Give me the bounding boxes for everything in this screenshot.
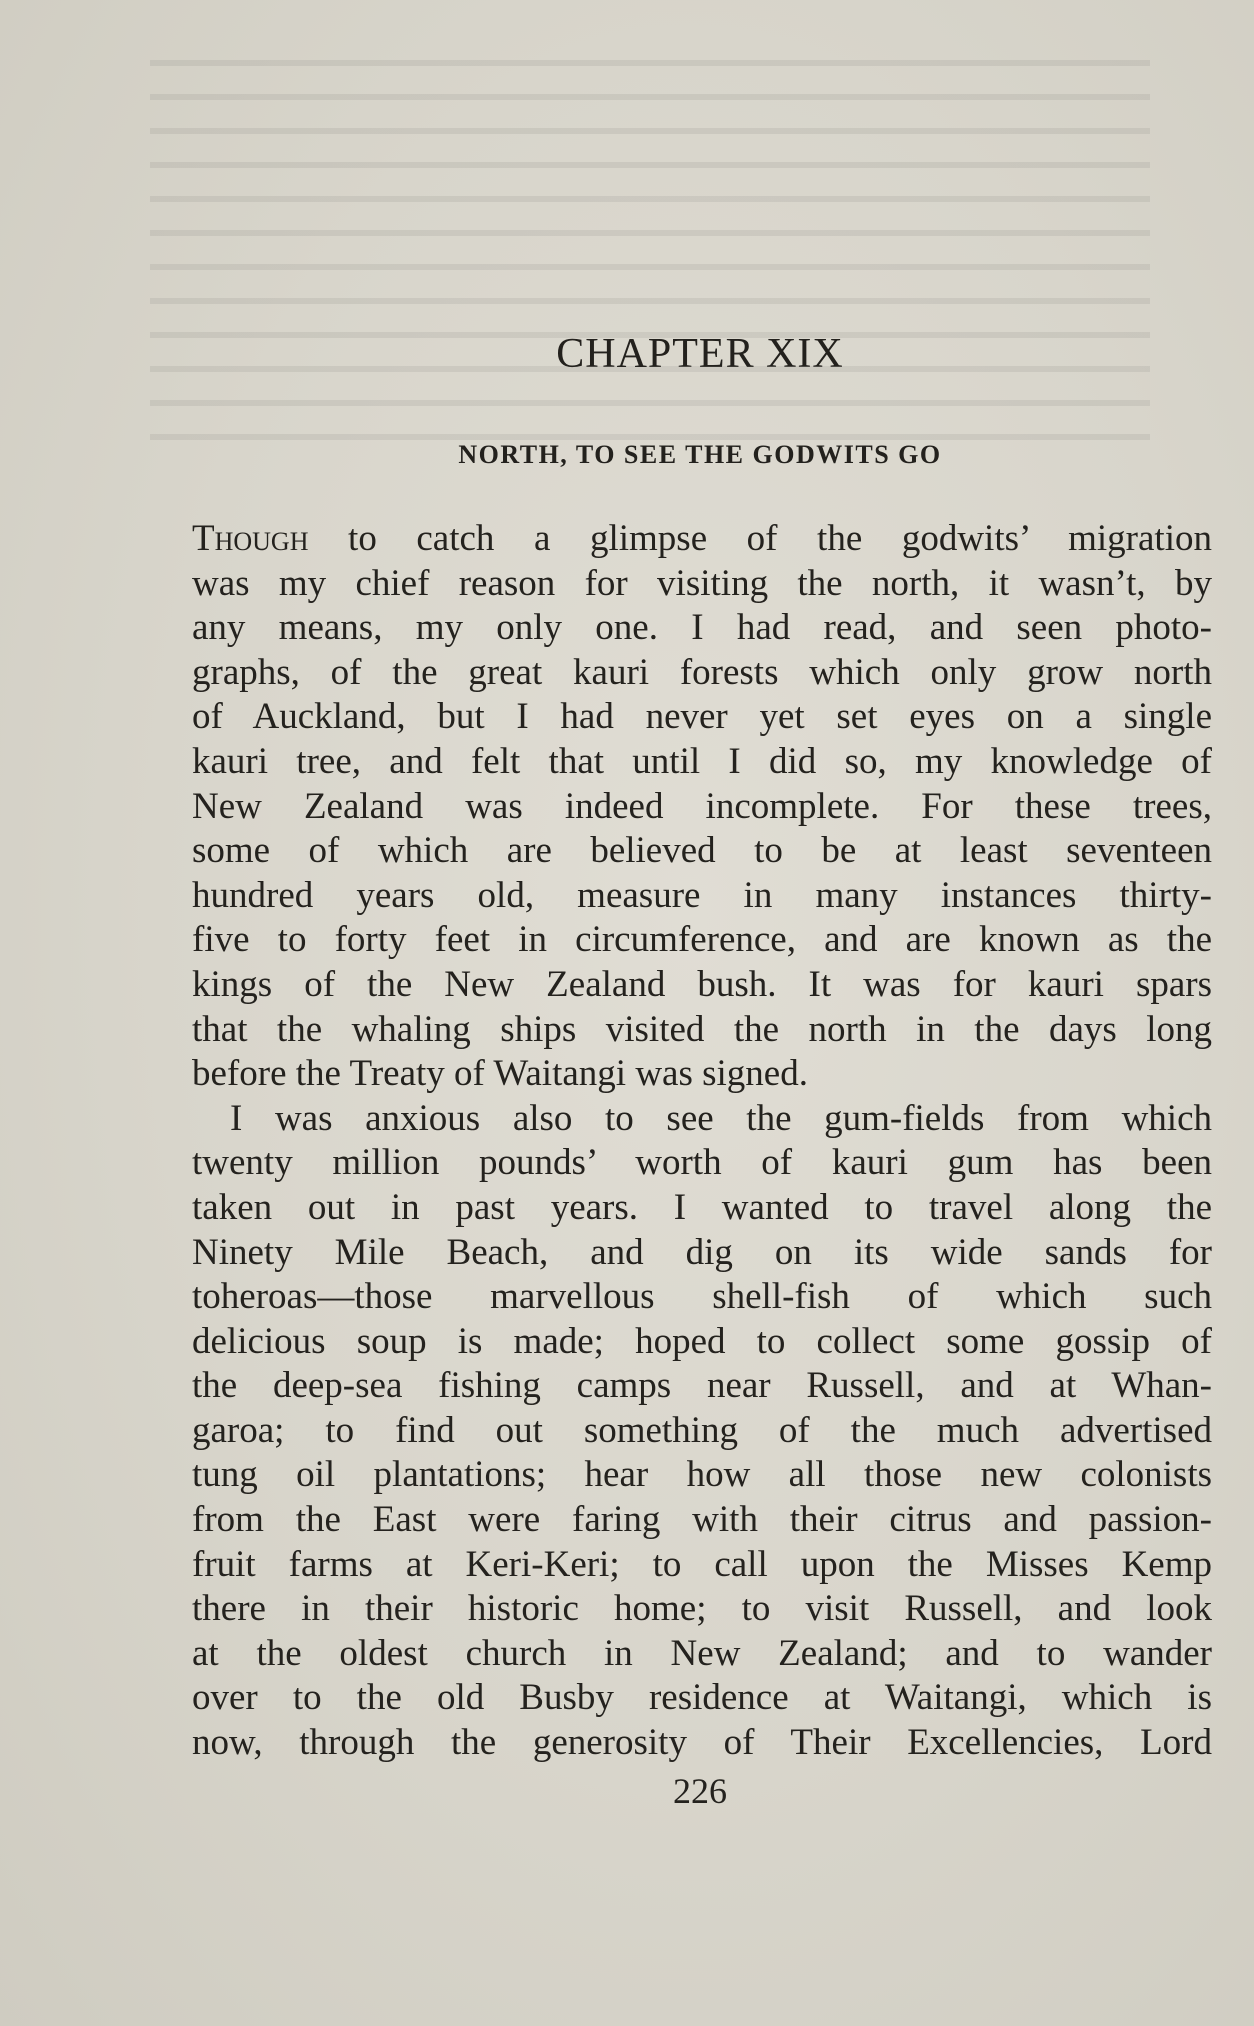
text-line: now, through the generosity of Their Excellencies, Lord	[192, 1722, 1212, 1764]
page-number: 226	[673, 1771, 727, 1811]
text-line: there in their historic home; to visit Russell, and look	[192, 1588, 1212, 1630]
text-line: tung oil plantations; hear how all those new colonists	[192, 1454, 1212, 1496]
text-line: graphs, of the great kauri forests which only grow north	[192, 651, 1212, 693]
opening-word: Though	[192, 518, 309, 559]
text-line: toheroas—those marvellous shell-fish of which such	[192, 1276, 1212, 1318]
text-line: garoa; to find out something of the much advertised	[192, 1409, 1212, 1451]
text-line: I was anxious also to see the gum-fields from which	[230, 1097, 1212, 1139]
text-line: Though to catch a glimpse of the godwits’ migration	[192, 518, 1212, 559]
text-line: kings of the New Zealand bush. It was for kauri spars	[192, 963, 1212, 1005]
text-line: at the oldest church in New Zealand; and to wander	[192, 1632, 1212, 1674]
text-line: before the Treaty of Waitangi was signed.	[192, 1053, 808, 1095]
text-line: five to forty feet in circumference, and are known as the	[192, 919, 1212, 961]
text-line: New Zealand was indeed incomplete. For these trees,	[192, 785, 1212, 827]
text-line: some of which are believed to be at least seventeen	[192, 830, 1212, 872]
show-through-text	[150, 60, 1150, 460]
text-line: Ninety Mile Beach, and dig on its wide sands for	[192, 1231, 1212, 1273]
text-line: kauri tree, and felt that until I did so, my knowledge of	[192, 740, 1212, 782]
text-line: of Auckland, but I had never yet set eyes on a single	[192, 696, 1212, 738]
body-text	[192, 517, 1212, 1766]
text-line: the deep-sea fishing camps near Russell, and at Whan-	[192, 1365, 1212, 1407]
text-line: that the whaling ships visited the north in the days long	[192, 1008, 1212, 1050]
text-line: was my chief reason for visiting the north, it wasn’t, by	[192, 562, 1212, 604]
text-line: delicious soup is made; hoped to collect some gossip of	[192, 1320, 1212, 1362]
chapter-title: CHAPTER XIX	[556, 331, 844, 377]
text-line: twenty million pounds’ worth of kauri gum has been	[192, 1142, 1212, 1184]
text-line: fruit farms at Keri-Keri; to call upon the Misses Kemp	[192, 1543, 1212, 1585]
text-line: any means, my only one. I had read, and seen photo-	[192, 607, 1212, 649]
text-line: over to the old Busby residence at Waitangi, which is	[192, 1677, 1212, 1719]
chapter-subtitle: NORTH, TO SEE THE GODWITS GO	[458, 440, 942, 469]
text-line: hundred years old, measure in many instances thirty-	[192, 874, 1212, 916]
text-line: from the East were faring with their citrus and passion-	[192, 1499, 1212, 1541]
text-line: taken out in past years. I wanted to travel along the	[192, 1186, 1212, 1228]
